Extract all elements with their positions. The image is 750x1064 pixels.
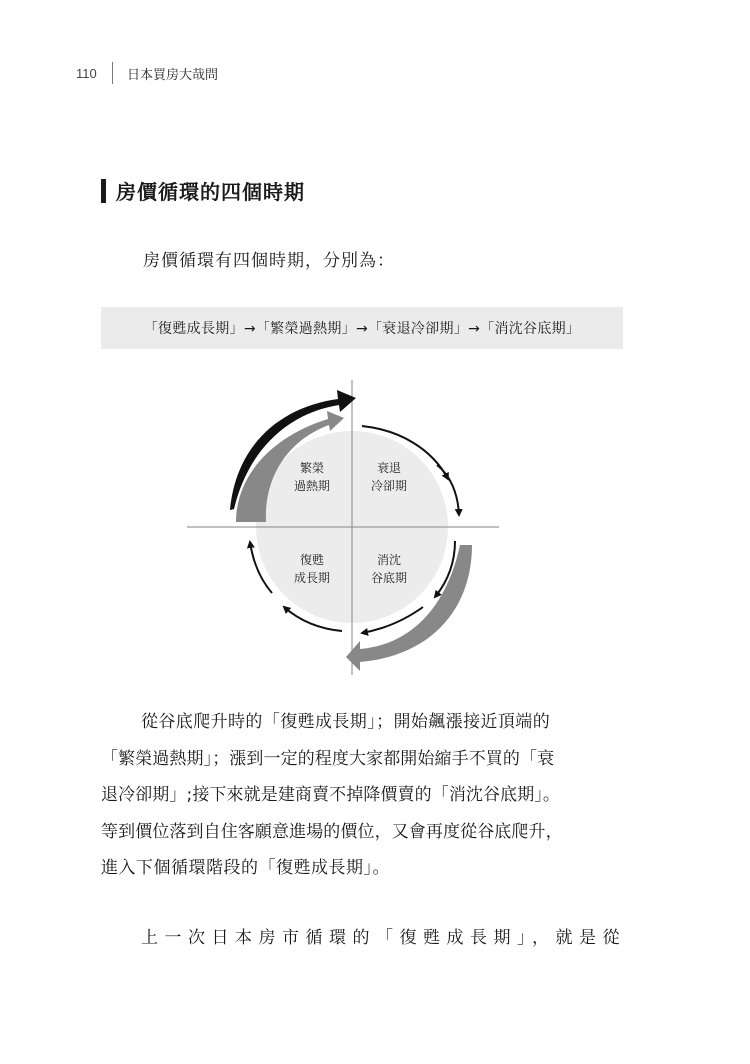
cycle-diagram-svg (180, 375, 510, 685)
header-divider (112, 62, 113, 84)
label-recession-line1: 衰退 (376, 461, 402, 475)
paragraph-line: 等到價位落到自住客願意進場的價位，又會再度從谷底爬升， (101, 821, 563, 842)
heading-text: 房價循環的四個時期 (116, 180, 305, 204)
label-recovery-line2: 成長期 (293, 571, 331, 585)
heading-bar (101, 179, 106, 203)
cycle-diagram (180, 375, 510, 685)
phase-sequence-box (101, 307, 623, 349)
paragraph-line: 從谷底爬升時的「復甦成長期」；開始飆漲接近頂端的 (141, 712, 551, 732)
intro-text: 房價循環有四個時期，分別為： (143, 251, 395, 271)
paragraph-line: 「繁榮過熱期」；漲到一定的程度大家都開始縮手不買的「衰 (101, 748, 555, 769)
label-boom-line2: 過熱期 (293, 479, 331, 493)
paragraph-line: 退冷卻期」;接下來就是建商賣不掉降價賣的「消沈谷底期」。 (101, 785, 561, 805)
phase-sequence-text: 「復甦成長期」→「繁榮過熱期」→「衰退冷卻期」→「消沈谷底期」 (143, 321, 581, 337)
label-boom-line1: 繁榮 (299, 461, 325, 475)
label-recession-line2: 冷卻期 (370, 479, 408, 493)
page-number: 110 (76, 65, 97, 81)
label-trough-line1: 消沈 (376, 553, 402, 567)
paragraph-line: 進入下個循環階段的「復甦成長期」。 (101, 858, 390, 878)
label-recovery-line1: 復甦 (299, 553, 325, 567)
paragraph-line: 上一次日本房市循環的「復甦成長期」，就是從 (141, 928, 626, 948)
paragraph-cycle-explanation (101, 704, 631, 887)
section-heading (101, 176, 305, 205)
book-title: 日本買房大哉問 (127, 67, 219, 83)
paragraph-last-cycle (101, 920, 631, 957)
page-header (76, 61, 218, 85)
label-trough-line2: 谷底期 (370, 571, 408, 585)
